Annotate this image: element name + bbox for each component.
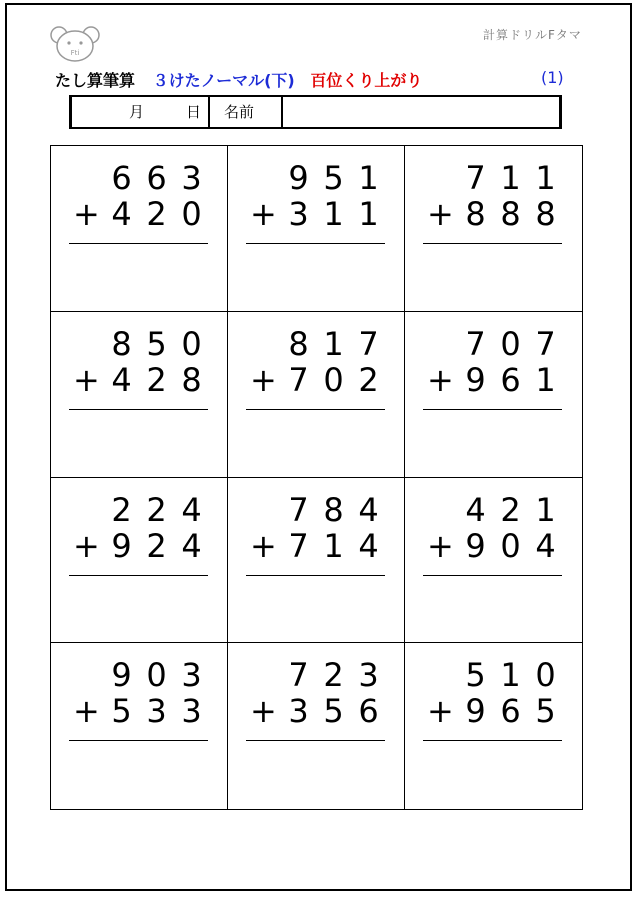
digit: 8 — [323, 490, 344, 529]
digit: 1 — [535, 360, 556, 399]
problem-cell — [51, 312, 228, 478]
answer-line — [246, 740, 385, 741]
digit: 7 — [288, 360, 309, 399]
plus-sign: + — [427, 195, 454, 233]
digit: 2 — [111, 490, 132, 529]
digit: 2 — [146, 360, 167, 399]
digit: 2 — [500, 490, 521, 529]
plus-sign: + — [250, 360, 277, 399]
digit: 1 — [535, 490, 556, 529]
digit: 4 — [181, 526, 202, 565]
digit: 4 — [358, 526, 379, 565]
answer-line — [69, 409, 208, 410]
digit: 9 — [111, 656, 132, 695]
digit: 6 — [358, 692, 379, 731]
addend-bottom — [246, 362, 386, 398]
answer-line — [423, 740, 562, 741]
plus-sign: + — [427, 692, 454, 731]
digit: 0 — [500, 324, 521, 363]
sheet-number: (1) — [541, 68, 564, 87]
digit: 3 — [181, 656, 202, 695]
problem-cell — [228, 478, 405, 644]
digit: 0 — [323, 360, 344, 399]
addend-top — [246, 326, 386, 362]
problem-grid — [50, 145, 583, 810]
addend-top — [423, 160, 563, 196]
plus-sign: + — [73, 526, 100, 565]
digit: 7 — [535, 324, 556, 363]
digit: 7 — [288, 490, 309, 529]
digit: 9 — [465, 526, 486, 565]
addend-top — [423, 492, 563, 528]
problem-cell — [51, 478, 228, 644]
digit: 2 — [323, 656, 344, 695]
digit: 3 — [288, 195, 309, 233]
name-label: 名前 — [224, 103, 255, 121]
digit: 4 — [181, 490, 202, 529]
problem-cell — [228, 312, 405, 478]
problem-cell — [405, 643, 582, 809]
digit: 3 — [181, 159, 202, 197]
brand-name: 計算ドリルFタマ — [483, 28, 582, 42]
digit: 0 — [535, 656, 556, 695]
digit: 8 — [288, 324, 309, 363]
digit: 3 — [358, 656, 379, 695]
addend-bottom — [423, 196, 563, 232]
bear-logo-icon — [49, 25, 101, 63]
addend-bottom — [69, 362, 209, 398]
answer-line — [69, 575, 208, 576]
title-note: 百位くり上がり — [310, 71, 423, 90]
digit: 1 — [323, 195, 344, 233]
digit: 4 — [358, 490, 379, 529]
digit: 0 — [181, 195, 202, 233]
addend-bottom — [423, 693, 563, 729]
plus-sign: + — [250, 526, 277, 565]
digit: 3 — [288, 692, 309, 731]
digit: 7 — [465, 159, 486, 197]
digit: 8 — [535, 195, 556, 233]
answer-line — [423, 409, 562, 410]
digit: 5 — [323, 692, 344, 731]
digit: 7 — [465, 324, 486, 363]
digit: 1 — [535, 159, 556, 197]
plus-sign: + — [250, 195, 277, 233]
digit: 9 — [288, 159, 309, 197]
addend-bottom — [246, 196, 386, 232]
addend-top — [246, 492, 386, 528]
divider — [281, 97, 283, 127]
addend-top — [246, 657, 386, 693]
problem-cell — [228, 643, 405, 809]
digit: 6 — [500, 692, 521, 731]
digit: 4 — [535, 526, 556, 565]
digit: 1 — [500, 159, 521, 197]
digit: 6 — [500, 360, 521, 399]
addend-bottom — [246, 528, 386, 564]
digit: 9 — [465, 360, 486, 399]
digit: 1 — [323, 526, 344, 565]
digit: 5 — [465, 656, 486, 695]
digit: 1 — [358, 195, 379, 233]
answer-line — [69, 740, 208, 741]
digit: 6 — [146, 159, 167, 197]
problem-cell — [228, 146, 405, 312]
addend-bottom — [246, 693, 386, 729]
digit: 9 — [111, 526, 132, 565]
plus-sign: + — [73, 195, 100, 233]
answer-line — [423, 243, 562, 244]
digit: 4 — [111, 360, 132, 399]
digit: 3 — [181, 692, 202, 731]
digit: 8 — [465, 195, 486, 233]
problem-cell — [405, 146, 582, 312]
month-label: 月 — [129, 103, 145, 121]
plus-sign: + — [73, 360, 100, 399]
digit: 5 — [535, 692, 556, 731]
addend-bottom — [69, 196, 209, 232]
addend-top — [246, 160, 386, 196]
title-sub: ３けたノーマル(下) — [152, 71, 295, 90]
digit: 0 — [500, 526, 521, 565]
digit: 2 — [146, 490, 167, 529]
digit: 6 — [111, 159, 132, 197]
digit: 2 — [358, 360, 379, 399]
digit: 8 — [111, 324, 132, 363]
digit: 7 — [288, 526, 309, 565]
answer-line — [423, 575, 562, 576]
divider — [208, 97, 210, 127]
digit: 0 — [181, 324, 202, 363]
digit: 7 — [288, 656, 309, 695]
answer-line — [246, 575, 385, 576]
addend-bottom — [69, 693, 209, 729]
addend-top — [423, 657, 563, 693]
digit: 4 — [111, 195, 132, 233]
title-main: たし算筆算 — [55, 71, 136, 90]
digit: 5 — [146, 324, 167, 363]
digit: 2 — [146, 526, 167, 565]
digit: 1 — [323, 324, 344, 363]
name-date-box — [69, 95, 562, 129]
problem-cell — [405, 312, 582, 478]
addend-top — [69, 492, 209, 528]
addend-bottom — [423, 362, 563, 398]
digit: 3 — [146, 692, 167, 731]
digit: 4 — [465, 490, 486, 529]
svg-text:Fti: Fti — [70, 49, 80, 57]
addend-top — [69, 160, 209, 196]
digit: 5 — [323, 159, 344, 197]
plus-sign: + — [250, 692, 277, 731]
digit: 0 — [146, 656, 167, 695]
digit: 1 — [500, 656, 521, 695]
addend-top — [69, 326, 209, 362]
day-label: 日 — [186, 103, 202, 121]
digit: 7 — [358, 324, 379, 363]
answer-line — [69, 243, 208, 244]
problem-cell — [51, 146, 228, 312]
addend-top — [69, 657, 209, 693]
digit: 8 — [500, 195, 521, 233]
addend-bottom — [423, 528, 563, 564]
plus-sign: + — [427, 526, 454, 565]
digit: 8 — [181, 360, 202, 399]
plus-sign: + — [427, 360, 454, 399]
digit: 1 — [358, 159, 379, 197]
problem-cell — [51, 643, 228, 809]
digit: 5 — [111, 692, 132, 731]
addend-top — [423, 326, 563, 362]
answer-line — [246, 243, 385, 244]
digit: 2 — [146, 195, 167, 233]
digit: 9 — [465, 692, 486, 731]
answer-line — [246, 409, 385, 410]
problem-cell — [405, 478, 582, 644]
addend-bottom — [69, 528, 209, 564]
worksheet-title — [55, 68, 422, 91]
plus-sign: + — [73, 692, 100, 731]
